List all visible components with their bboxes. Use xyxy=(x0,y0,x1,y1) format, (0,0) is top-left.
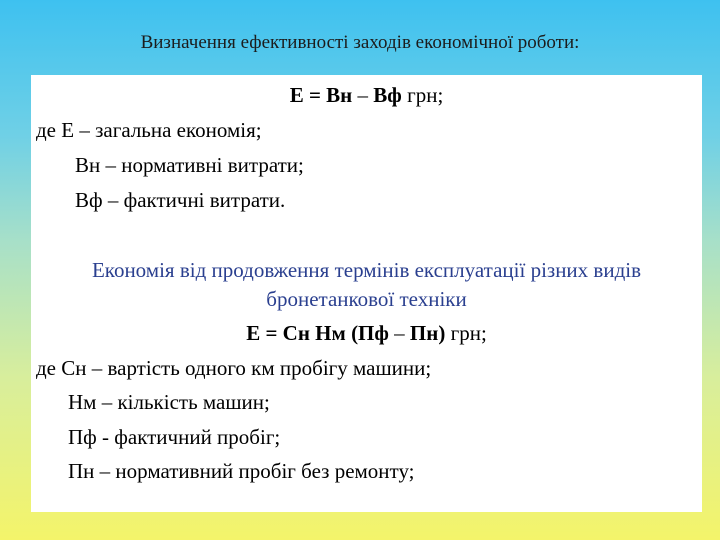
definition-pf: Пф - фактичний пробіг; xyxy=(68,425,281,449)
formula-economy xyxy=(31,83,702,108)
slide-title: Визначення ефективності заходів економічної роботи: xyxy=(140,32,580,53)
content-panel xyxy=(31,75,702,512)
formula-extension-left: Е = Сн Нм (Пф xyxy=(246,321,389,345)
definition-nm: Нм – кількість машин; xyxy=(68,390,270,414)
definition-e: де Е – загальна економія; xyxy=(36,118,262,142)
subtitle-line-2: бронетанкової техніки xyxy=(266,287,467,311)
definition-vn: Вн – нормативні витрати; xyxy=(75,153,304,177)
formula-economy-right: Вф xyxy=(373,83,402,107)
definition-vf: Вф – фактичні витрати. xyxy=(75,188,286,212)
formula-extension-unit: грн; xyxy=(445,321,487,345)
definition-pn: Пн – нормативний пробіг без ремонту; xyxy=(68,459,415,483)
formula-extension-dash: – xyxy=(388,321,410,345)
formula-extension xyxy=(31,321,702,346)
formula-economy-dash: – xyxy=(352,83,374,107)
formula-extension-right: Пн) xyxy=(409,321,446,345)
subtitle-line-1: Економія від продовження термінів експлуатації різних видів xyxy=(91,258,642,282)
definition-sn: де Сн – вартість одного км пробігу машини; xyxy=(36,356,432,380)
formula-economy-left: Е = Вн xyxy=(289,83,353,107)
formula-economy-unit: грн; xyxy=(401,83,444,107)
